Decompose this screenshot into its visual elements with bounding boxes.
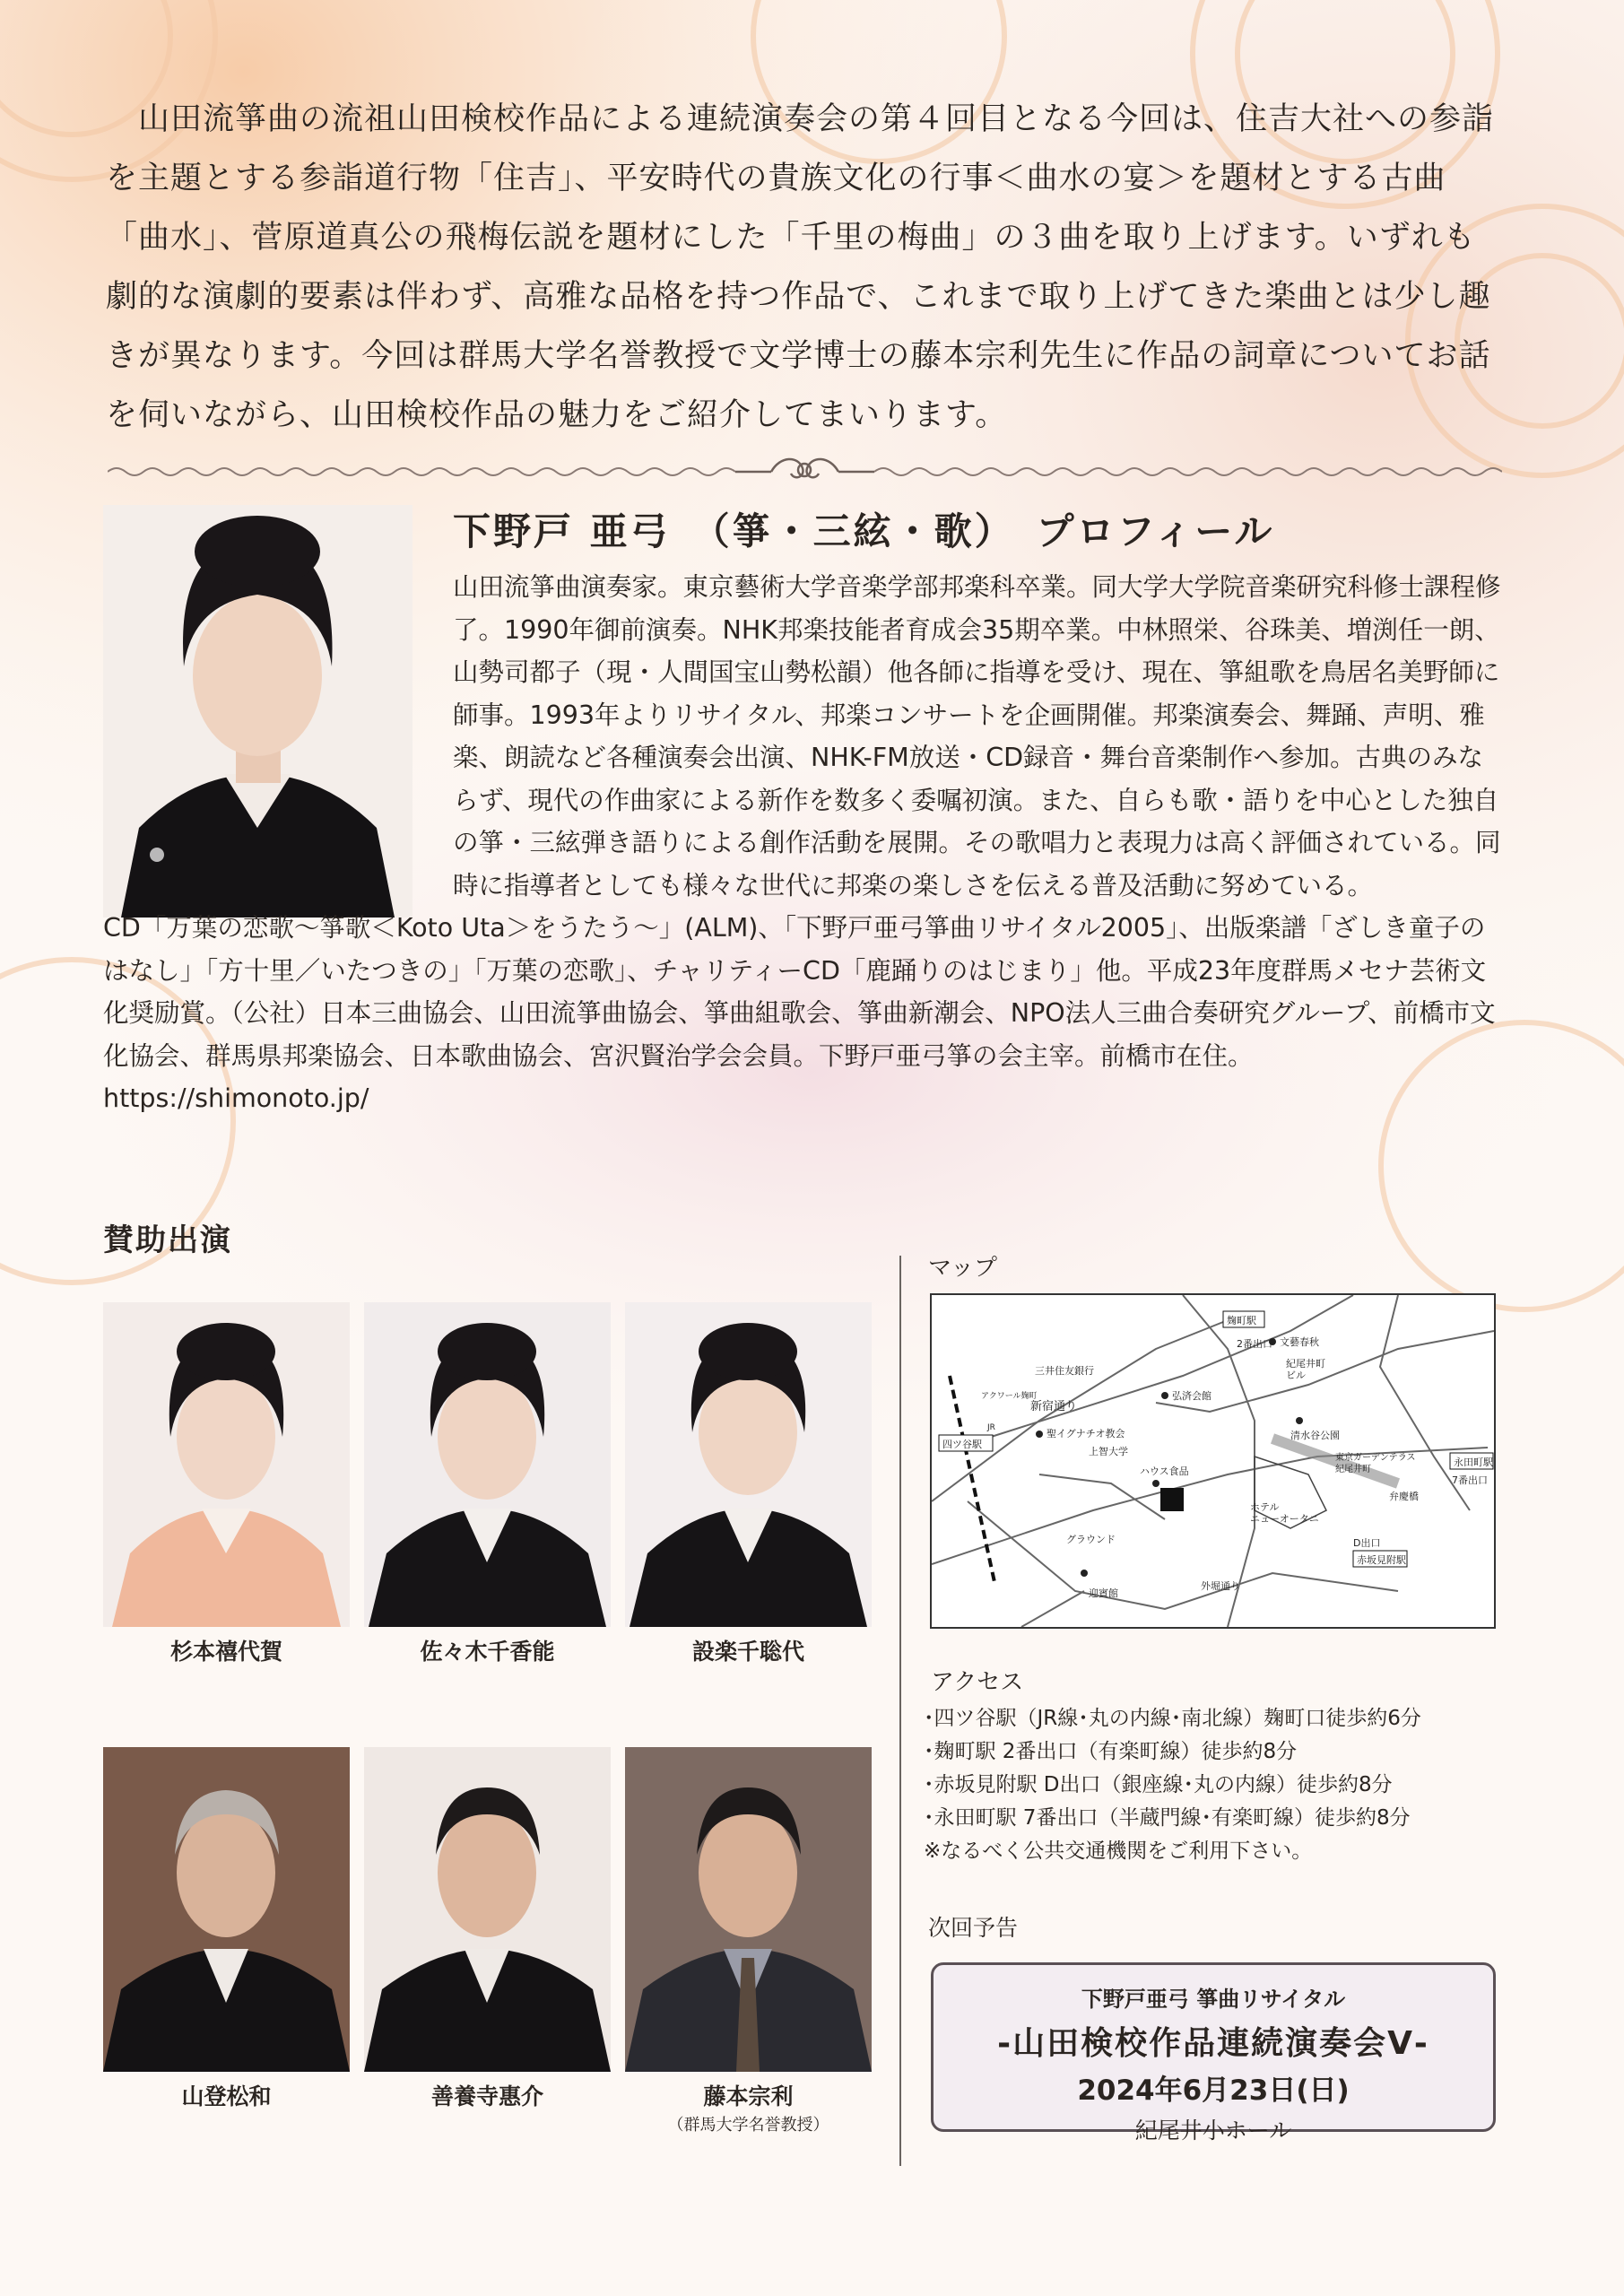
map-label-kojimachi: 麹町駅 — [1227, 1315, 1256, 1326]
map-label-kioi-bldg: 紀尾井町ビル — [1286, 1358, 1325, 1381]
next-concert-series: 下野戸亜弓 箏曲リサイタル — [1081, 1987, 1346, 2012]
next-concert-venue: 紀尾井小ホール — [1134, 2118, 1292, 2144]
next-concert-name: -山田検校作品連続演奏会Ⅴ- — [997, 2025, 1429, 2062]
map-label-exit2: 2番出口 — [1237, 1338, 1272, 1350]
map-title: マップ — [928, 1255, 997, 1282]
guest-photo-5 — [364, 1747, 611, 2072]
map-label-shimizudani: 清水谷公園 — [1290, 1430, 1340, 1441]
guest-name-5: 善養寺惠介 — [430, 2083, 543, 2109]
next-concert-date: 2024年6月23日(日) — [1077, 2074, 1350, 2107]
map-label-hotel: ホテルニューオータニ — [1250, 1501, 1319, 1525]
access-item: ･永田町駅 7番出口（半蔵門線･有楽町線）徒歩約8分 — [924, 1806, 1411, 1830]
guests-title: 賛助出演 — [103, 1222, 232, 1258]
access-map — [930, 1293, 1496, 1629]
guest-photo-3 — [625, 1302, 872, 1627]
map-label-shinjuku: 新宿通り — [1030, 1400, 1078, 1413]
map-label-geihinkan: 迎賓館 — [1089, 1587, 1118, 1599]
map-label-jr: JR — [987, 1423, 995, 1432]
next-concert-title: 次回予告 — [928, 1915, 1019, 1941]
profile-bio — [453, 566, 1502, 907]
profile-body — [103, 561, 1502, 1120]
profile-bio-text: 山田流箏曲演奏家。東京藝術大学音楽学部邦楽科卒業。同大学大学院音楽研究科修士課程修了。1990年御前演奏。NHK邦楽技能者育成会35期卒業。中林照栄、谷珠美、増渕任一朗、山勢司都子（現・人間国宝山勢松韻）他各師に指導を受け、現在、箏組歌を鳥居名美野師に師事。1993年よりリサイタル、邦楽コンサートを企画開催。邦楽演奏会、舞踊、声明、雅楽、朗読など各種演奏会出演、NHK-FM放送・CD録音・舞台音楽制作へ参加。古典のみならず、現代の作曲家による新作を数多く委嘱初演。また、自らも歌・語りを中心とした独自の箏・三絃弾き語りによる創作活動を展開。その歌唱力と表現力は高く評価されている。同時に指導者としても様々な世代に邦楽の楽しさを伝える普及活動に努めている。 — [453, 572, 1501, 900]
access-note: ※なるべく公共交通機関をご利用下さい。 — [924, 1839, 1313, 1863]
guest-name-6: 藤本宗利 — [703, 2083, 794, 2109]
map-label-ground: グラウンド — [1066, 1534, 1116, 1545]
guest-photo-4 — [103, 1747, 350, 2072]
guest-photo-1 — [103, 1302, 350, 1627]
column-divider — [899, 1256, 901, 2166]
intro-paragraph: 山田流箏曲の流祖山田検校作品による連続演奏会の第４回目となる今回は、住吉大社への参詣を主題とする参詣道行物「住吉」、平安時代の貴族文化の行事＜曲水の宴＞を題材とする古曲「曲水」、菅原道真公の飛梅伝説を題材にした「千里の梅曲」の３曲を取り上げます。いずれも劇的な演劇的要素は伴わず、高雅な品格を持つ作品で、これまで取り上げてきた楽曲とは少し趣きが異なります。今回は群馬大学名誉教授で文学博士の藤本宗利先生に作品の詞章についてお話を伺いながら、山田検校作品の魅力をご紹介してまいります。 — [106, 101, 1495, 433]
profile-heading: 下野戸 亜弓 （箏・三絃・歌） プロフィール — [453, 509, 1275, 553]
guest-name-4: 山登松和 — [181, 2083, 272, 2109]
map-label-kosaido: 弘済会館 — [1172, 1390, 1211, 1402]
ornamental-divider — [108, 450, 1502, 486]
guest-photo-2 — [364, 1302, 611, 1627]
map-label-sophia: 上智大学 — [1089, 1446, 1128, 1457]
guest-name-2: 佐々木千香能 — [420, 1639, 555, 1665]
guest-photo-6 — [625, 1747, 872, 2072]
map-label-exitD: D出口 — [1353, 1537, 1381, 1549]
profile-discography: CD「万葉の恋歌～箏歌＜Koto Uta＞をうたう～」(ALM)、「下野戸亜弓箏曲リサイタル2005」、出版楽譜「ざしき童子のはなし」「方十里／いたつきの」「万葉の恋歌」、チャリティーCD「鹿踊りのはじまり」他。平成23年度群馬メセナ芸術文化奨励賞。（公社）日本三曲協会、山田流箏曲協会、箏曲組歌会、箏曲新潮会、NPO法人三曲合奏研究グループ、前橋市文化協会、群馬県邦楽協会、日本歌曲協会、宮沢賢治学会会員。下野戸亜弓箏の会主宰。前橋市在住。https://shimonoto.jp/ — [103, 913, 1496, 1113]
guest-name-3: 設楽千聡代 — [691, 1639, 804, 1665]
map-label-house-foods: ハウス食品 — [1140, 1465, 1189, 1477]
access-item: ･麹町駅 2番出口（有楽町線）徒歩約8分 — [924, 1740, 1298, 1763]
guest-name-1: 杉本禧代賀 — [169, 1639, 282, 1665]
map-label-akasaka: 赤坂見附駅 — [1357, 1554, 1406, 1566]
map-label-nagatacho: 永田町駅 — [1454, 1457, 1493, 1468]
map-label-sumitomo: 三井住友銀行 — [1035, 1365, 1094, 1377]
access-item: ･四ツ谷駅（JR線･丸の内線･南北線）麹町口徒歩約6分 — [924, 1707, 1421, 1730]
access-item: ･赤坂見附駅 D出口（銀座線･丸の内線）徒歩約8分 — [924, 1773, 1393, 1796]
next-concert-box — [931, 1962, 1496, 2144]
venue-marker — [1160, 1488, 1184, 1511]
map-label-garden-terrace: 東京ガーデンテラス紀尾井町 — [1335, 1453, 1416, 1474]
guest-note-6: （群馬大学名誉教授） — [667, 2116, 829, 2135]
map-label-gaien: 外堀通り — [1201, 1580, 1240, 1592]
map-label-exit7: 7番出口 — [1452, 1474, 1488, 1486]
map-label-benkeibashi: 弁慶橋 — [1389, 1491, 1419, 1502]
map-label-yotsuya: 四ツ谷駅 — [942, 1439, 982, 1450]
map-label-ignatius: 聖イグナチオ教会 — [1046, 1428, 1125, 1439]
map-label-bungeishunju: 文藝春秋 — [1280, 1336, 1319, 1348]
access-title: アクセス — [931, 1669, 1024, 1696]
access-list — [924, 1702, 1421, 1868]
map-label-tower: アクワール麹町 — [981, 1392, 1038, 1401]
